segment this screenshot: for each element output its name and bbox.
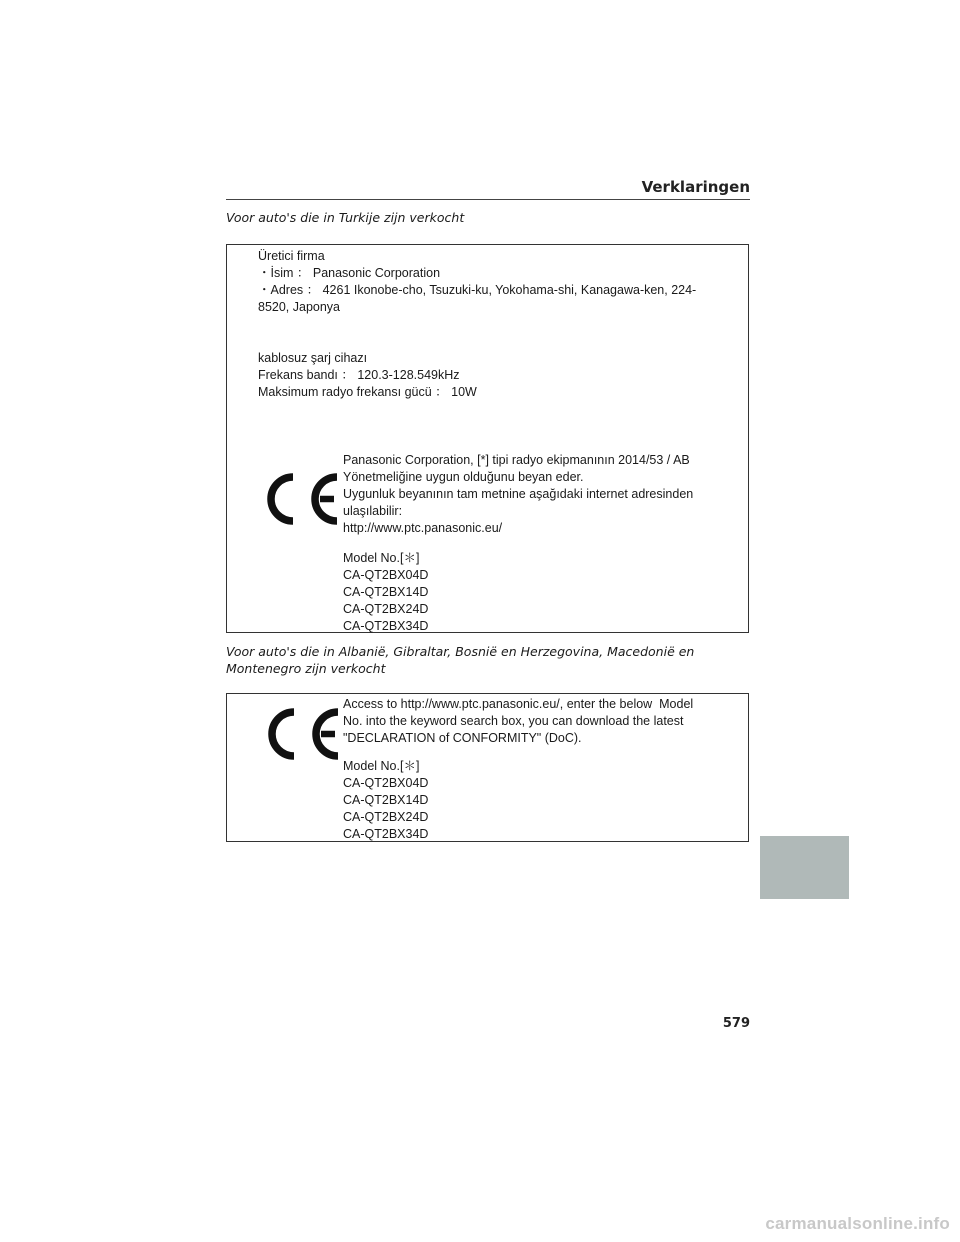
page-number: 579 bbox=[722, 1016, 750, 1031]
chapter-side-tab bbox=[760, 836, 849, 899]
section-heading-balkan: Voor auto's die in Albanië, Gibraltar, Bosnië en Herzegovina, Macedonië en Montenegro zijn verkocht bbox=[226, 644, 695, 676]
model-list-balkan: Model No.[＊] CA-QT2BX04D CA-QT2BX14D CA-QT2BX24D CA-QT2BX34D bbox=[343, 759, 429, 841]
section-heading-turkey: Voor auto's die in Turkije zijn verkocht bbox=[226, 210, 465, 225]
declaration-box-turkey bbox=[226, 244, 749, 633]
manufacturer-info: Üretici firma ・İsim ： Panasonic Corporation ・Adres ： 4261 Ikonobe-cho, Tsuzuki-ku, Yokohama-shi, Kanagawa-ken, 224- 8520, Japonya bbox=[258, 249, 697, 314]
ce-declaration-text: Panasonic Corporation, [*] tipi radyo ekipmanının 2014/53 / AB Yönetmeliğine uygun olduğunu beyan eder. Uygunluk beyanının tam metnine aşağıdaki internet adresinden ulaşılabilir: http://www.ptc.panasonic.eu/ bbox=[343, 453, 694, 535]
header-rule bbox=[226, 199, 750, 200]
doc-access-text: Access to http://www.ptc.panasonic.eu/, enter the below Model No. into the keyword search box, you can download the latest "DECLARATION of CONFORMITY" (DoC). bbox=[343, 697, 694, 745]
device-info: kablosuz şarj cihazı Frekans bandı ： 120.3-128.549kHz Maksimum radyo frekansı gücü ： 10W bbox=[258, 351, 477, 399]
model-list-turkey: Model No.[＊] CA-QT2BX04D CA-QT2BX14D CA-QT2BX24D CA-QT2BX34D bbox=[343, 551, 429, 633]
ce-mark-icon bbox=[261, 706, 343, 762]
page-header-title: Verklaringen bbox=[641, 178, 750, 196]
ce-mark-icon bbox=[260, 471, 342, 527]
declaration-box-balkan bbox=[226, 693, 749, 842]
watermark: carmanualsonline.info bbox=[765, 1214, 950, 1233]
